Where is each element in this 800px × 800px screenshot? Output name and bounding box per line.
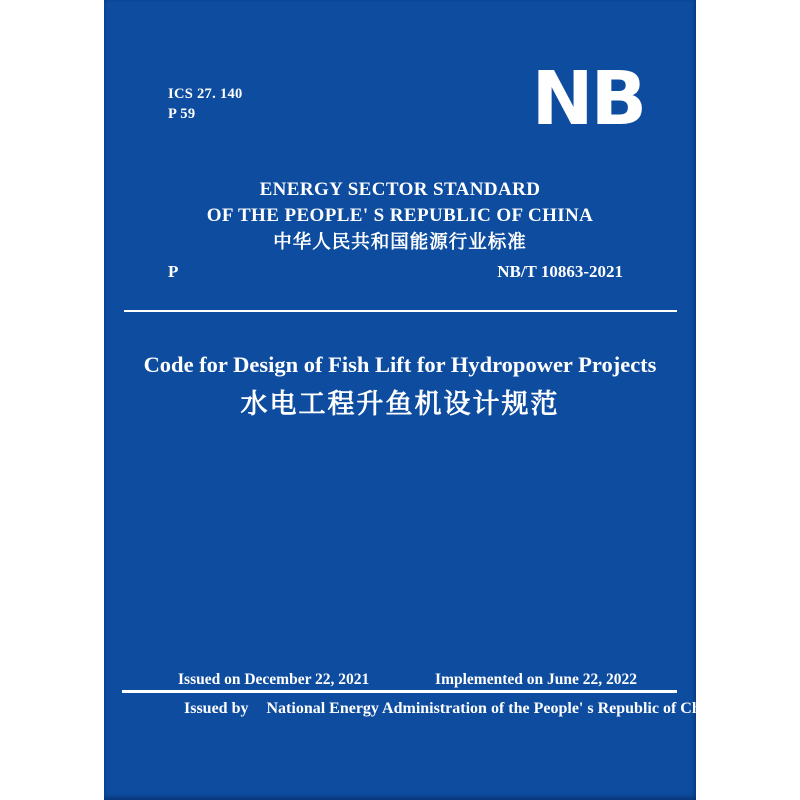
doc-class-letter: P	[168, 262, 179, 281]
ics-block	[168, 84, 243, 124]
divider-rule-bottom	[122, 690, 677, 693]
title-cn: 水电工程升鱼机设计规范	[240, 389, 560, 419]
issuer-label: Issued by	[184, 700, 249, 717]
cover-page	[104, 0, 723, 800]
issued-date: Issued on December 22, 2021	[178, 671, 370, 688]
divider-rule-top	[124, 310, 677, 312]
standard-name-block	[104, 177, 696, 255]
issuer-row	[184, 698, 722, 720]
standard-name-cn: 中华人民共和国能源行业标准	[273, 231, 527, 252]
ics-code: ICS 27. 140	[168, 86, 243, 102]
classification-code: P 59	[168, 106, 196, 122]
standard-number: NB/T 10863-2021	[497, 262, 623, 281]
issuer-name: National Energy Administration of the People' s Republic of China	[266, 700, 723, 717]
nb-logo: NB	[531, 56, 644, 142]
title-block	[104, 350, 696, 424]
standard-name-en-line2: OF THE PEOPLE' S REPUBLIC OF CHINA	[206, 205, 594, 226]
title-en: Code for Design of Fish Lift for Hydropower Projects	[143, 352, 657, 377]
standard-name-en-line1: ENERGY SECTOR STANDARD	[259, 179, 541, 200]
code-row	[168, 262, 623, 282]
implemented-date: Implemented on June 22, 2022	[435, 671, 637, 688]
dates-row	[178, 668, 637, 692]
